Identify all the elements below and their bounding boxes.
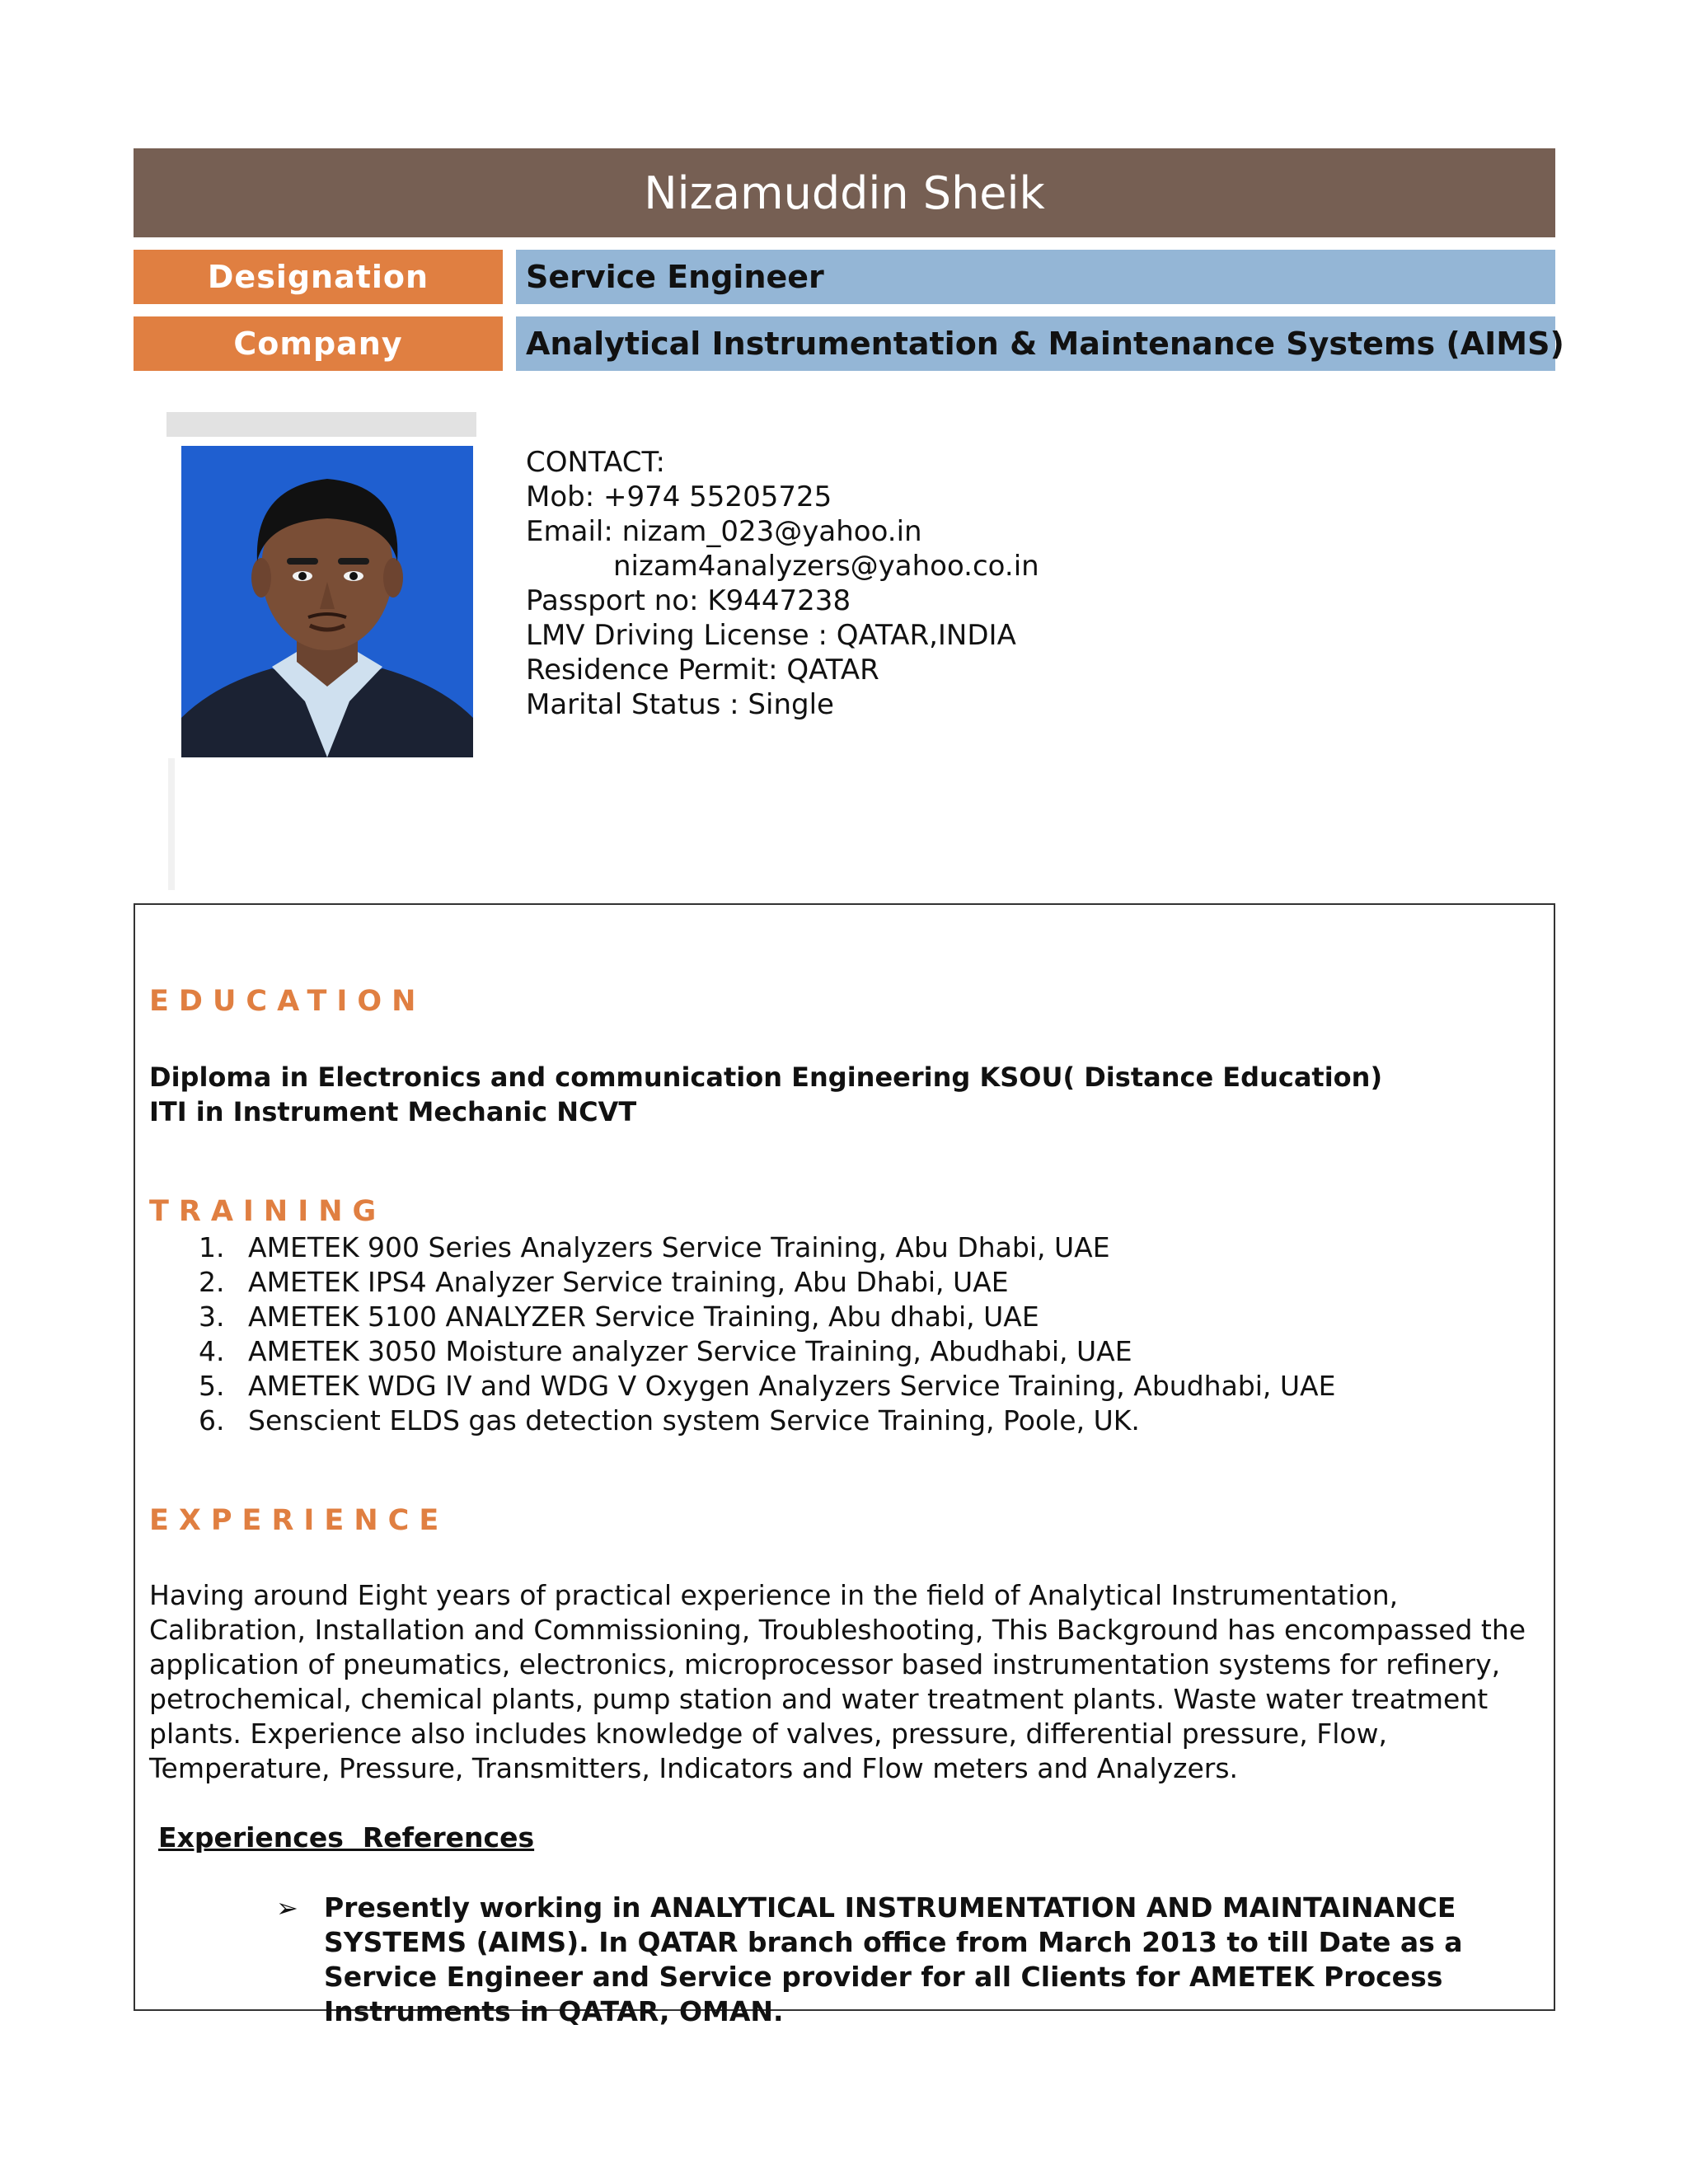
education-title: EDUCATION: [149, 985, 426, 1018]
training-item: [149, 1300, 1335, 1334]
training-text: AMETEK 900 Series Analyzers Service Training, Abu Dhabi, UAE: [248, 1231, 1110, 1263]
photo-shadow: [168, 758, 175, 890]
experience-title: EXPERIENCE: [149, 1504, 449, 1537]
training-item: [149, 1230, 1335, 1265]
candidate-name: Nizamuddin Sheik: [134, 148, 1555, 237]
education-list: [149, 1060, 1382, 1129]
experience-summary: Having around Eight years of practical experience in the field of Analytical Instrumentation, Calibration, Installation and Commissioning, Troubleshooting, This Background has encompassed the application of pneumatics, electronics, microprocessor based instrumentation systems for refinery, petrochemical, chemical plants, pump station and water treatment plants. Waste water treatment plants. Experience also includes knowledge of valves, pressure, differential pressure, Flow, Temperature, Pressure, Transmitters, Indicators and Flow meters and Analyzers.: [149, 1579, 1526, 1784]
training-number: 6.: [199, 1404, 225, 1436]
training-item: [149, 1334, 1335, 1369]
experience-reference-item: [276, 1891, 1496, 2029]
designation-value: Service Engineer: [516, 250, 1555, 304]
company-label: Company: [134, 316, 503, 371]
designation-label: Designation: [134, 250, 503, 304]
training-item: [149, 1404, 1335, 1438]
photo-top-strip: [166, 412, 476, 437]
contact-heading: CONTACT:: [526, 446, 665, 479]
profile-photo: [181, 446, 473, 757]
training-text: AMETEK 5100 ANALYZER Service Training, Abu dhabi, UAE: [248, 1301, 1039, 1333]
training-number: 5.: [199, 1370, 225, 1402]
person-portrait-icon: [181, 446, 473, 757]
training-text: AMETEK IPS4 Analyzer Service training, Abu Dhabi, UAE: [248, 1266, 1009, 1298]
experience-references-heading: Experiences References: [158, 1821, 535, 1854]
education-item: Diploma in Electronics and communication Engineering KSOU( Distance Education): [149, 1062, 1383, 1093]
training-number: 1.: [199, 1231, 225, 1263]
training-number: 2.: [199, 1266, 225, 1298]
company-value: Analytical Instrumentation & Maintenance Systems (AIMS): [516, 316, 1555, 371]
contact-passport: Passport no: K9447238: [526, 584, 851, 617]
contact-license: LMV Driving License : QATAR,INDIA: [526, 619, 1016, 652]
education-item: ITI in Instrument Mechanic NCVT: [149, 1096, 637, 1127]
contact-block: [526, 445, 1039, 722]
training-number: 4.: [199, 1335, 225, 1367]
training-list: [149, 1230, 1335, 1438]
training-text: AMETEK 3050 Moisture analyzer Service Training, Abudhabi, UAE: [248, 1335, 1132, 1367]
contact-email-primary: Email: nizam_023@yahoo.in: [526, 515, 922, 548]
training-text: Senscient ELDS gas detection system Service Training, Poole, UK.: [248, 1404, 1140, 1436]
arrowhead-bullet-icon: ➢: [276, 1892, 298, 1924]
training-item: [149, 1265, 1335, 1300]
contact-marital: Marital Status : Single: [526, 688, 834, 721]
contact-mobile: Mob: +974 55205725: [526, 480, 832, 513]
experience-reference-text: Presently working in ANALYTICAL INSTRUMENTATION AND MAINTAINANCE SYSTEMS (AIMS). In QATAR branch office from March 2013 to till Date as a Service Engineer and Service provider for all Clients for AMETEK Process Instruments in QATAR, OMAN.: [324, 1891, 1463, 2027]
training-number: 3.: [199, 1301, 225, 1333]
training-item: [149, 1369, 1335, 1404]
contact-residence: Residence Permit: QATAR: [526, 654, 879, 687]
training-text: AMETEK WDG IV and WDG V Oxygen Analyzers Service Training, Abudhabi, UAE: [248, 1370, 1336, 1402]
training-title: TRAINING: [149, 1195, 387, 1228]
contact-email-secondary: nizam4analyzers@yahoo.co.in: [613, 550, 1039, 583]
